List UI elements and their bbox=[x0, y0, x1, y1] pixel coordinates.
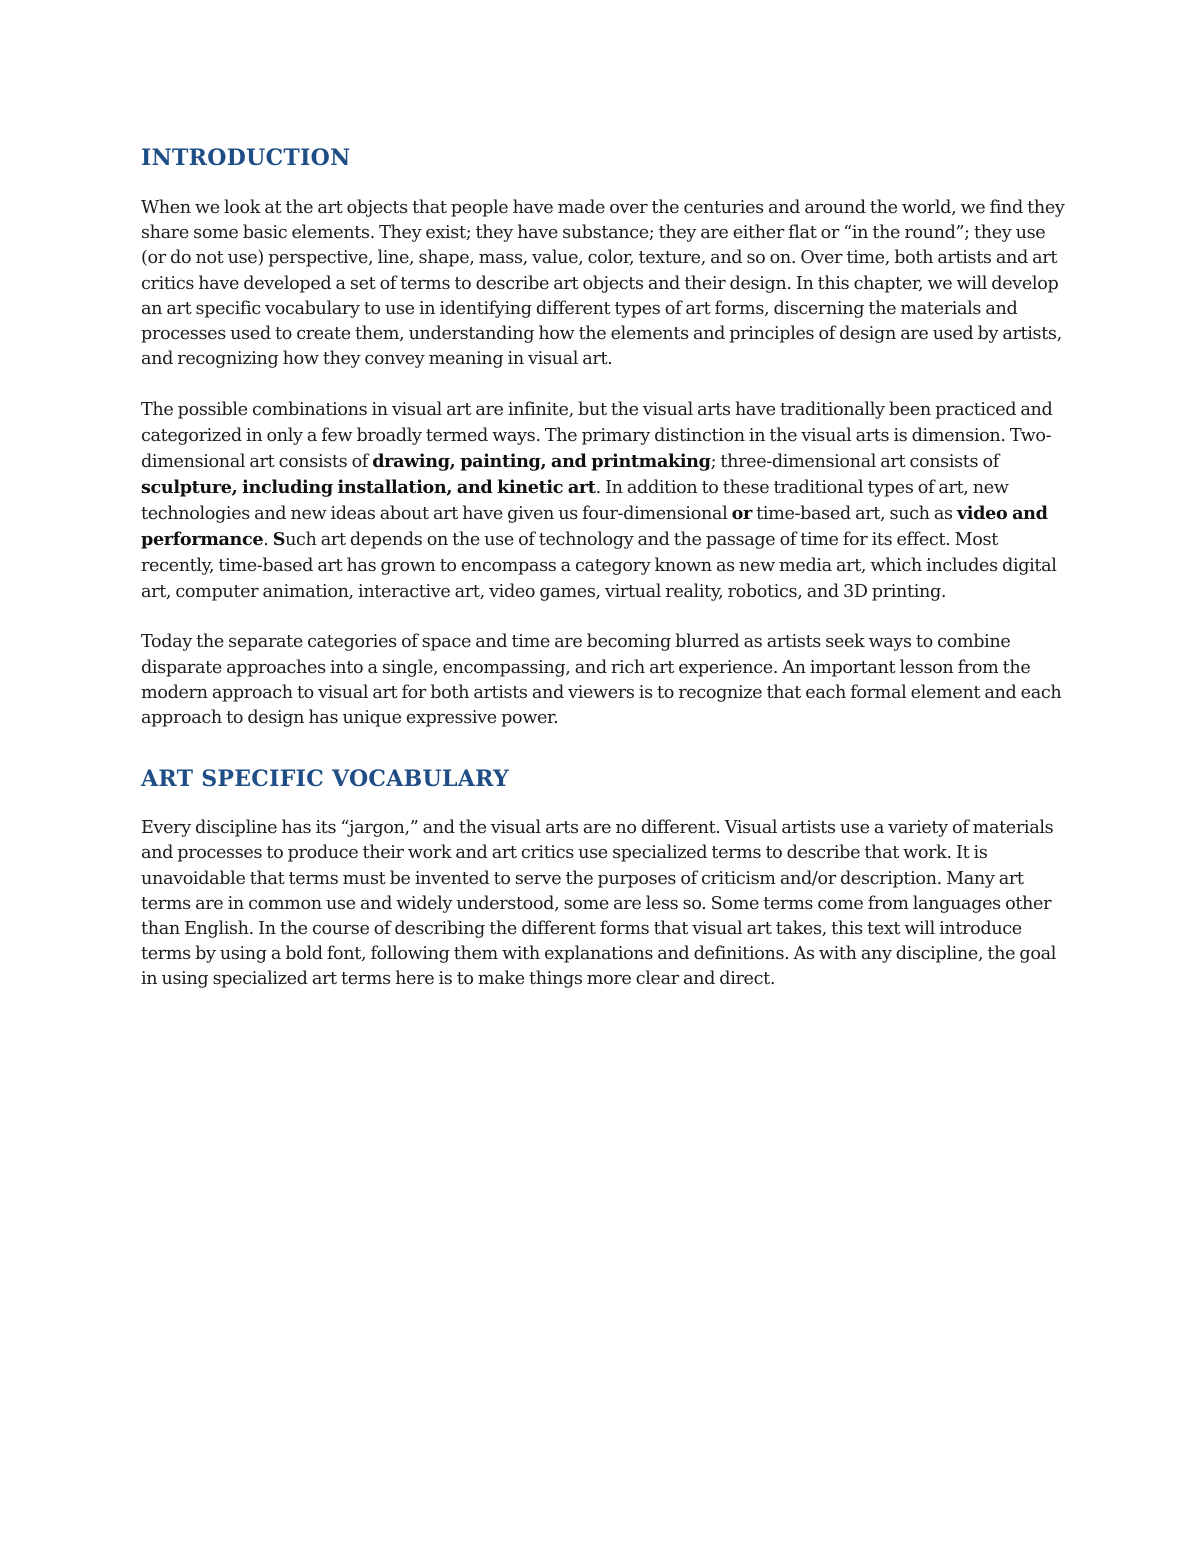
bold-term-or: or bbox=[731, 503, 752, 525]
bold-term-2d-art: drawing, painting, and printmaking bbox=[372, 451, 711, 473]
text-run: . bbox=[263, 530, 273, 551]
document-page bbox=[141, 140, 1071, 1018]
vocabulary-paragraph-1: Every discipline has its “jargon,” and the visual arts are no different. Visual artists use a variety of materials and processes to produce their work and art critics use specialized terms to describe that work. It is unavoidable that terms must be invented to serve the purposes of criticism and/or description. Many art terms are in common use and widely understood, some are less so. Some terms come from languages other than English. In the course of describing the different forms that visual art takes, this text will introduce terms by using a bold font, following them with explanations and definitions. As with any discipline, the goal in using specialized art terms here is to make things more clear and direct. bbox=[141, 818, 1057, 990]
introduction-heading: INTRODUCTION bbox=[141, 145, 351, 171]
text-run: uch art depends on the use of technology and the passage of time for its effect. Most recently, time-based art has grown to encompass a category known as new media art, which includes digital art, computer animation, interactive art, video games, virtual reality, robotics, and 3D printing. bbox=[141, 530, 1057, 603]
text-run: . In addition to these traditional types of art, new technologies and new ideas about art have given us four-dimensional bbox=[141, 478, 1009, 525]
intro-paragraph-1: When we look at the art objects that people have made over the centuries and around the world, we find they share some basic elements. They exist; they have substance; they are either flat or “in the round”; they use (or do not use) perspective, line, shape, mass, value, color, texture, and so on. Over time, both artists and art critics have developed a set of terms to describe art objects and their design. In this chapter, we will develop an art specific vocabulary to use in identifying different types of art forms, discerning the materials and processes used to create them, understanding how the elements and principles of design are used by artists, and recognizing how they convey meaning in visual art. bbox=[141, 198, 1065, 370]
text-run: The possible combinations in visual art are infinite, but the visual arts have traditionally been practiced and categorized in only a few broadly termed ways. The primary distinction in the visual arts is dimension. Two-dimensional art consists of bbox=[141, 400, 1053, 473]
bold-term-3d-art: sculpture, including installation, and kinetic art bbox=[141, 477, 596, 499]
text-run: time-based art, such as bbox=[751, 504, 957, 525]
text-run: ; three-dimensional art consists of bbox=[710, 452, 999, 473]
intro-paragraph-2 bbox=[141, 397, 1071, 605]
intro-paragraph-3: Today the separate categories of space and time are becoming blurred as artists seek ways to combine disparate approaches into a single, encompassing, and rich art experience. An important lesson from the modern approach to visual art for both artists and viewers is to recognize that each formal element and each approach to design has unique expressive power. bbox=[141, 632, 1062, 729]
bold-term-video-performance: video and performance bbox=[141, 503, 1048, 551]
vocabulary-heading: ART SPECIFIC VOCABULARY bbox=[141, 766, 510, 793]
bold-letter-s: S bbox=[272, 529, 286, 551]
